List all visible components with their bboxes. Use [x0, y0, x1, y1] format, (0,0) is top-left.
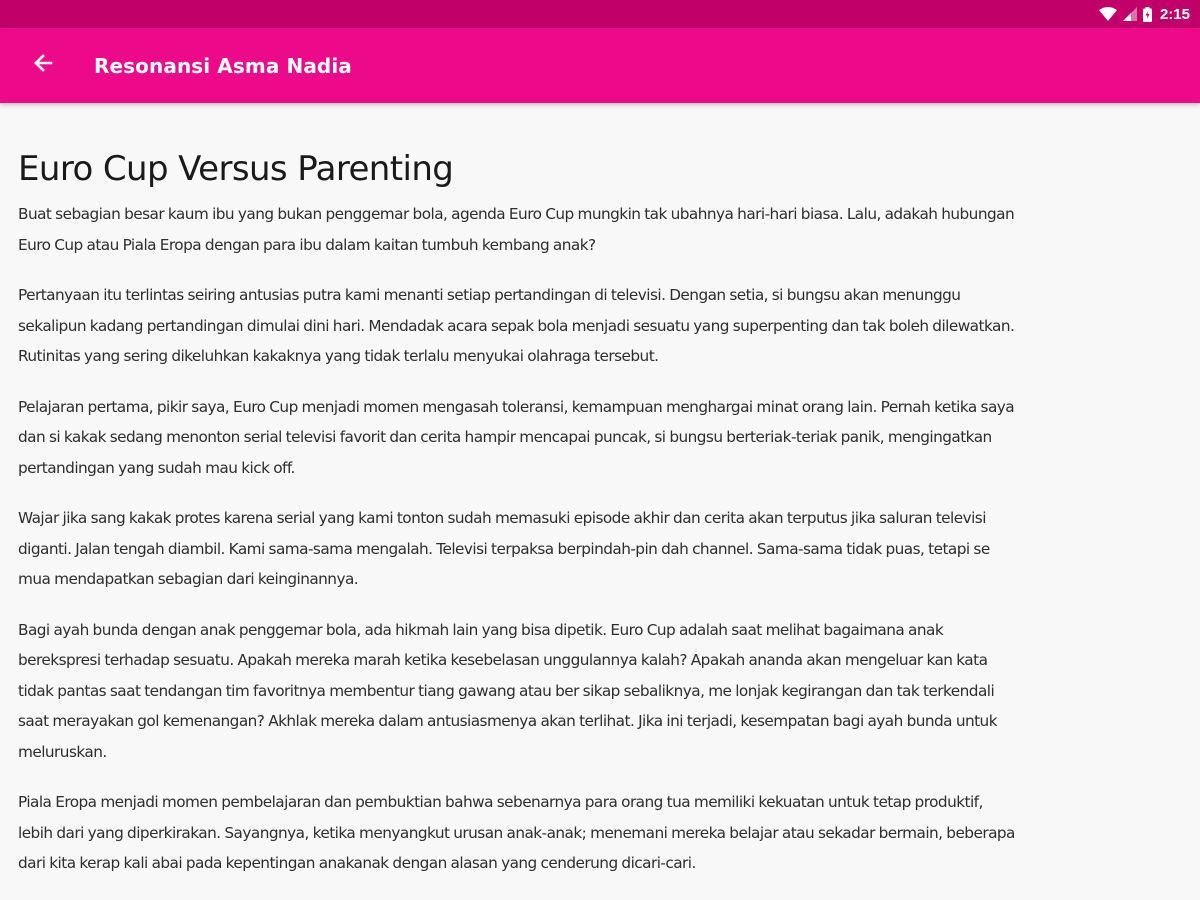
paragraph-line: diganti. Jalan tengah diambil. Kami sama-sama mengalah. Televisi terpaksa berpindah-pin dah channel. Sama-sama tidak puas, tetapi se: [18, 539, 990, 558]
paragraph-line: tidak pantas saat tendangan tim favoritnya membentur tiang gawang atau ber sikap sebaliknya, me lonjak kegirangan dan tak terkendali: [18, 681, 995, 700]
article-paragraph: [18, 503, 1182, 595]
paragraph-line: Bagi ayah bunda dengan anak penggemar bola, ada hikmah lain yang bisa dipetik. Euro Cup adalah saat melihat bagaimana anak: [18, 620, 944, 639]
battery-charging-icon: [1143, 7, 1152, 22]
app-bar: [0, 28, 1200, 103]
paragraph-line: saat merayakan gol kemenangan? Akhlak mereka dalam antusiasmenya akan terlihat. Jika ini terjadi, kesempatan bagi ayah bunda untuk: [18, 712, 998, 730]
paragraph-line: Piala Eropa menjadi momen pembelajaran dan pembuktian bahwa sebenarnya para orang tua memiliki kekuatan untuk tetap produktif,: [18, 793, 983, 811]
article-paragraph: [18, 199, 1182, 260]
paragraph-line: Euro Cup atau Piala Eropa dengan para ibu dalam kaitan tumbuh kembang anak?: [18, 235, 596, 254]
article-paragraph: [18, 615, 1182, 768]
paragraph-line: dan si kakak sedang menonton serial televisi favorit dan cerita hampir mencapai puncak, si bungsu berteriak-teriak panik, mengingatkan: [18, 428, 992, 446]
paragraph-line: dari kita kerap kali abai pada kepentingan anakanak dengan alasan yang cenderung dicari-cari.: [18, 854, 696, 872]
article-title: Euro Cup Versus Parenting: [18, 149, 454, 189]
paragraph-line: Wajar jika sang kakak protes karena serial yang kami tonton sudah memasuki episode akhir dan cerita akan terputus jika saluran televisi: [18, 509, 986, 527]
cell-signal-icon: [1123, 7, 1137, 21]
app-title: Resonansi Asma Nadia: [94, 53, 352, 78]
paragraph-line: meluruskan.: [18, 742, 107, 761]
paragraph-line: Pelajaran pertama, pikir saya, Euro Cup menjadi momen mengasah toleransi, kemampuan menghargai minat orang lain. Pernah ketika saya: [18, 397, 1015, 416]
article-body: [18, 199, 1182, 879]
paragraph-line: Rutinitas yang sering dikeluhkan kakaknya yang tidak terlalu menyukai olahraga tersebut.: [18, 347, 659, 365]
article-paragraph: [18, 392, 1182, 484]
paragraph-line: sekalipun kadang pertandingan dimulai dini hari. Mendadak acara sepak bola menjadi sesuatu yang superpenting dan tak boleh dilewatkan.: [18, 316, 1015, 335]
article-content[interactable]: [0, 103, 1200, 900]
article-paragraph: [18, 280, 1182, 372]
paragraph-line: Buat sebagian besar kaum ibu yang bukan penggemar bola, agenda Euro Cup mungkin tak ubahnya hari-hari biasa. Lalu, adakah hubungan: [18, 205, 1015, 223]
paragraph-line: mua mendapatkan sebagian dari keinginannya.: [18, 570, 359, 588]
paragraph-line: berekspresi terhadap sesuatu. Apakah mereka marah ketika kesebelasan unggulannya kalah? Apakah ananda akan mengeluar kan kata: [18, 651, 988, 669]
paragraph-line: Pertanyaan itu terlintas seiring antusias putra kami menanti setiap pertandingan di televisi. Dengan setia, si bungsu akan menunggu: [18, 286, 961, 304]
article-paragraph: [18, 787, 1182, 879]
paragraph-line: lebih dari yang diperkirakan. Sayangnya, ketika menyangkut urusan anak-anak; menemani mereka belajar atau sekadar bermain, beberapa: [18, 823, 1015, 842]
wifi-icon: [1099, 7, 1117, 21]
status-time: 2:15: [1159, 5, 1190, 23]
arrow-left-icon: [33, 53, 53, 78]
paragraph-line: pertandingan yang sudah mau kick off.: [18, 458, 295, 477]
back-button[interactable]: [28, 51, 58, 81]
status-bar: [0, 0, 1200, 28]
